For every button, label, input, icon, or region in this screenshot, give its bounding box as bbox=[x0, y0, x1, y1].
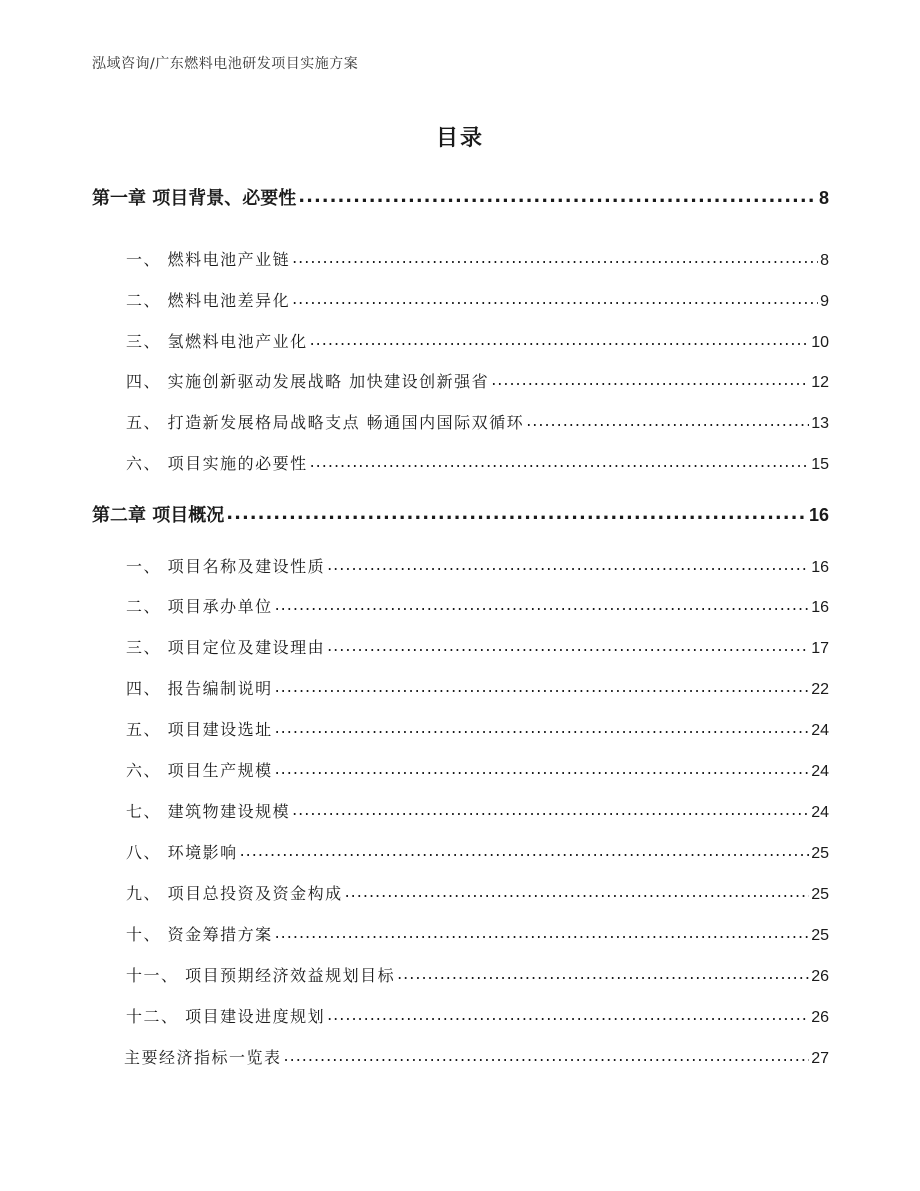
toc-section-2-1[interactable] bbox=[126, 554, 829, 577]
toc-page-number: 24 bbox=[811, 804, 829, 821]
toc-section-label: 二、 燃料电池差异化 bbox=[126, 291, 291, 310]
toc-section-1-1[interactable] bbox=[126, 247, 829, 270]
toc-page-number: 26 bbox=[811, 968, 829, 985]
toc-section-2-11[interactable] bbox=[126, 963, 829, 986]
toc-page-number: 25 bbox=[811, 886, 829, 903]
toc-page-number: 17 bbox=[811, 640, 829, 657]
toc-section-2-2[interactable] bbox=[126, 594, 829, 617]
toc-section-label: 八、 环境影响 bbox=[126, 843, 238, 862]
toc-leader-dots bbox=[275, 596, 810, 612]
toc-title: 目录 bbox=[435, 126, 484, 151]
toc-leader-dots bbox=[327, 637, 809, 653]
toc-section-label: 主要经济指标一览表 bbox=[124, 1048, 282, 1067]
toc-section-2-8[interactable] bbox=[126, 840, 829, 863]
toc-leader-dots bbox=[275, 678, 810, 694]
toc-section-2-9[interactable] bbox=[126, 881, 829, 904]
toc-leader-dots bbox=[292, 249, 818, 265]
toc-chapter-label: 第一章 项目背景、必要性 bbox=[92, 188, 297, 209]
toc-section-2-3[interactable] bbox=[126, 635, 829, 658]
toc-section-label: 二、 项目承办单位 bbox=[126, 597, 273, 616]
toc-section-label: 十二、 项目建设进度规划 bbox=[126, 1007, 326, 1026]
toc-section-label: 六、 项目实施的必要性 bbox=[126, 454, 308, 473]
toc-leader-dots bbox=[526, 412, 809, 428]
toc-section-1-3[interactable] bbox=[126, 329, 829, 352]
toc-leader-dots bbox=[397, 965, 809, 981]
toc-page-number: 25 bbox=[811, 927, 829, 944]
toc-leader-dots bbox=[327, 556, 809, 572]
toc-section-2-4[interactable] bbox=[126, 676, 829, 699]
toc-leader-dots bbox=[292, 290, 818, 306]
toc-section-2-5[interactable] bbox=[126, 717, 829, 740]
toc-section-label: 五、 打造新发展格局战略支点 畅通国内国际双循环 bbox=[126, 413, 525, 432]
toc-leader-dots bbox=[275, 924, 810, 940]
toc-section-label: 五、 项目建设选址 bbox=[126, 720, 273, 739]
toc-section-label: 三、 项目定位及建设理由 bbox=[126, 638, 326, 657]
toc-section-2-7[interactable] bbox=[126, 799, 829, 822]
running-header: 泓域咨询/广东燃料电池研发项目实施方案 bbox=[92, 56, 359, 72]
toc-leader-dots bbox=[345, 883, 810, 899]
toc-section-2-13[interactable] bbox=[124, 1045, 829, 1068]
toc-page-number: 8 bbox=[818, 188, 829, 208]
toc-leader-dots bbox=[226, 503, 807, 521]
toc-page-number: 13 bbox=[811, 415, 829, 432]
toc-chapter-2[interactable] bbox=[92, 501, 829, 527]
toc-section-label: 七、 建筑物建设规模 bbox=[126, 802, 291, 821]
toc-leader-dots bbox=[310, 453, 810, 469]
toc-section-label: 十一、 项目预期经济效益规划目标 bbox=[126, 966, 396, 985]
toc-section-1-6[interactable] bbox=[126, 451, 829, 474]
toc-leader-dots bbox=[491, 371, 809, 387]
toc-section-label: 九、 项目总投资及资金构成 bbox=[126, 884, 343, 903]
toc-leader-dots bbox=[275, 719, 810, 735]
toc-page-number: 24 bbox=[811, 763, 829, 780]
toc-page-number: 24 bbox=[811, 722, 829, 739]
toc-leader-dots bbox=[298, 186, 817, 204]
toc-section-label: 一、 项目名称及建设性质 bbox=[126, 557, 326, 576]
toc-page-number: 27 bbox=[811, 1050, 829, 1067]
toc-page-number: 16 bbox=[811, 559, 829, 576]
toc-section-1-2[interactable] bbox=[126, 288, 829, 311]
toc-section-label: 三、 氢燃料电池产业化 bbox=[126, 332, 308, 351]
toc-section-1-5[interactable] bbox=[126, 410, 829, 433]
toc-section-label: 六、 项目生产规模 bbox=[126, 761, 273, 780]
toc-page-number: 9 bbox=[820, 293, 829, 310]
toc-page-number: 25 bbox=[811, 845, 829, 862]
toc-section-2-6[interactable] bbox=[126, 758, 829, 781]
toc-page-number: 12 bbox=[811, 374, 829, 391]
toc-page-number: 22 bbox=[811, 681, 829, 698]
toc-page-number: 15 bbox=[811, 456, 829, 473]
toc-page-number: 10 bbox=[811, 334, 829, 351]
toc-leader-dots bbox=[240, 842, 810, 858]
toc-section-label: 一、 燃料电池产业链 bbox=[126, 250, 291, 269]
toc-section-label: 四、 实施创新驱动发展战略 加快建设创新强省 bbox=[126, 372, 490, 391]
toc-section-1-4[interactable] bbox=[126, 369, 829, 392]
toc-chapter-1[interactable] bbox=[92, 184, 829, 210]
toc-page-number: 8 bbox=[820, 252, 829, 269]
toc-leader-dots bbox=[284, 1047, 810, 1063]
toc-leader-dots bbox=[275, 760, 810, 776]
toc-chapter-label: 第二章 项目概况 bbox=[92, 505, 225, 526]
toc-page-number: 26 bbox=[811, 1009, 829, 1026]
toc-leader-dots bbox=[292, 801, 809, 817]
toc-section-label: 四、 报告编制说明 bbox=[126, 679, 273, 698]
toc-section-label: 十、 资金筹措方案 bbox=[126, 925, 273, 944]
toc-section-2-12[interactable] bbox=[126, 1004, 829, 1027]
toc-leader-dots bbox=[327, 1006, 809, 1022]
toc-page-number: 16 bbox=[811, 599, 829, 616]
toc-section-2-10[interactable] bbox=[126, 922, 829, 945]
toc-page-number: 16 bbox=[808, 505, 829, 525]
toc-leader-dots bbox=[310, 331, 810, 347]
